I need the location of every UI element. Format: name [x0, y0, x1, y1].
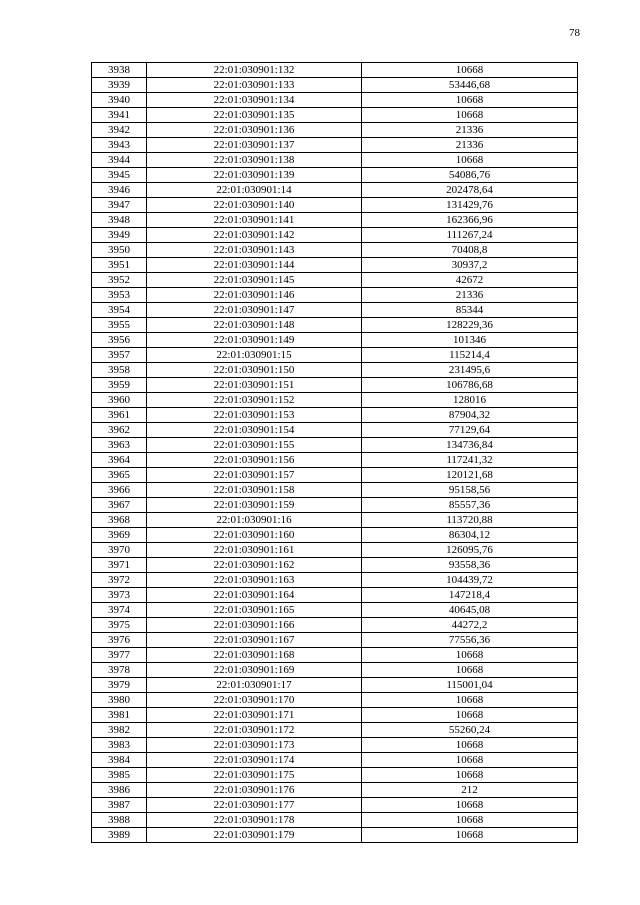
cadastral-number-cell: 22:01:030901:163 — [147, 573, 362, 588]
row-number-cell: 3970 — [92, 543, 147, 558]
row-number-cell: 3958 — [92, 363, 147, 378]
cadastral-number-cell: 22:01:030901:151 — [147, 378, 362, 393]
row-number-cell: 3949 — [92, 228, 147, 243]
value-cell: 131429,76 — [362, 198, 578, 213]
table-row — [92, 678, 578, 693]
cadastral-number-cell: 22:01:030901:147 — [147, 303, 362, 318]
cadastral-number-cell: 22:01:030901:153 — [147, 408, 362, 423]
row-number-cell: 3987 — [92, 798, 147, 813]
table-row — [92, 408, 578, 423]
cadastral-number-cell: 22:01:030901:160 — [147, 528, 362, 543]
table-row — [92, 318, 578, 333]
table-row — [92, 798, 578, 813]
row-number-cell: 3962 — [92, 423, 147, 438]
cadastral-number-cell: 22:01:030901:152 — [147, 393, 362, 408]
row-number-cell: 3956 — [92, 333, 147, 348]
value-cell: 40645,08 — [362, 603, 578, 618]
value-cell: 87904,32 — [362, 408, 578, 423]
row-number-cell: 3948 — [92, 213, 147, 228]
row-number-cell: 3985 — [92, 768, 147, 783]
table-row — [92, 63, 578, 78]
row-number-cell: 3976 — [92, 633, 147, 648]
value-cell: 44272,2 — [362, 618, 578, 633]
cadastral-number-cell: 22:01:030901:165 — [147, 603, 362, 618]
table-row — [92, 153, 578, 168]
cadastral-number-cell: 22:01:030901:15 — [147, 348, 362, 363]
row-number-cell: 3983 — [92, 738, 147, 753]
value-cell: 126095,76 — [362, 543, 578, 558]
value-cell: 10668 — [362, 63, 578, 78]
value-cell: 55260,24 — [362, 723, 578, 738]
cadastral-number-cell: 22:01:030901:168 — [147, 648, 362, 663]
table-row — [92, 498, 578, 513]
row-number-cell: 3981 — [92, 708, 147, 723]
cadastral-number-cell: 22:01:030901:177 — [147, 798, 362, 813]
cadastral-number-cell: 22:01:030901:148 — [147, 318, 362, 333]
table-row — [92, 558, 578, 573]
table-row — [92, 738, 578, 753]
value-cell: 106786,68 — [362, 378, 578, 393]
cadastral-number-cell: 22:01:030901:154 — [147, 423, 362, 438]
table-body — [92, 63, 578, 843]
value-cell: 42672 — [362, 273, 578, 288]
value-cell: 10668 — [362, 768, 578, 783]
value-cell: 93558,36 — [362, 558, 578, 573]
value-cell: 10668 — [362, 708, 578, 723]
page-number: 78 — [569, 27, 580, 39]
table-row — [92, 513, 578, 528]
table-row — [92, 423, 578, 438]
cadastral-number-cell: 22:01:030901:170 — [147, 693, 362, 708]
row-number-cell: 3978 — [92, 663, 147, 678]
cadastral-number-cell: 22:01:030901:150 — [147, 363, 362, 378]
table-row — [92, 78, 578, 93]
value-cell: 77556,36 — [362, 633, 578, 648]
cadastral-number-cell: 22:01:030901:156 — [147, 453, 362, 468]
cadastral-number-cell: 22:01:030901:172 — [147, 723, 362, 738]
table-row — [92, 108, 578, 123]
value-cell: 10668 — [362, 93, 578, 108]
row-number-cell: 3989 — [92, 828, 147, 843]
value-cell: 115001,04 — [362, 678, 578, 693]
cadastral-number-cell: 22:01:030901:157 — [147, 468, 362, 483]
row-number-cell: 3964 — [92, 453, 147, 468]
row-number-cell: 3965 — [92, 468, 147, 483]
value-cell: 10668 — [362, 693, 578, 708]
cadastral-number-cell: 22:01:030901:140 — [147, 198, 362, 213]
value-cell: 128016 — [362, 393, 578, 408]
row-number-cell: 3954 — [92, 303, 147, 318]
value-cell: 30937,2 — [362, 258, 578, 273]
value-cell: 101346 — [362, 333, 578, 348]
value-cell: 10668 — [362, 663, 578, 678]
table-row — [92, 693, 578, 708]
value-cell: 104439,72 — [362, 573, 578, 588]
table-row — [92, 438, 578, 453]
cadastral-number-cell: 22:01:030901:146 — [147, 288, 362, 303]
row-number-cell: 3942 — [92, 123, 147, 138]
cadastral-number-cell: 22:01:030901:134 — [147, 93, 362, 108]
value-cell: 85344 — [362, 303, 578, 318]
row-number-cell: 3947 — [92, 198, 147, 213]
value-cell: 21336 — [362, 123, 578, 138]
table-row — [92, 828, 578, 843]
table-row — [92, 243, 578, 258]
value-cell: 162366,96 — [362, 213, 578, 228]
table-row — [92, 93, 578, 108]
table-row — [92, 123, 578, 138]
table-row — [92, 453, 578, 468]
row-number-cell: 3940 — [92, 93, 147, 108]
value-cell: 53446,68 — [362, 78, 578, 93]
cadastral-number-cell: 22:01:030901:155 — [147, 438, 362, 453]
cadastral-number-cell: 22:01:030901:16 — [147, 513, 362, 528]
table-row — [92, 588, 578, 603]
cadastral-number-cell: 22:01:030901:144 — [147, 258, 362, 273]
row-number-cell: 3966 — [92, 483, 147, 498]
table-row — [92, 468, 578, 483]
value-cell: 212 — [362, 783, 578, 798]
value-cell: 21336 — [362, 288, 578, 303]
table-row — [92, 138, 578, 153]
row-number-cell: 3945 — [92, 168, 147, 183]
table-row — [92, 258, 578, 273]
table-row — [92, 753, 578, 768]
value-cell: 95158,56 — [362, 483, 578, 498]
table-row — [92, 618, 578, 633]
table-row — [92, 813, 578, 828]
table-row — [92, 528, 578, 543]
cadastral-number-cell: 22:01:030901:133 — [147, 78, 362, 93]
row-number-cell: 3938 — [92, 63, 147, 78]
cadastral-number-cell: 22:01:030901:164 — [147, 588, 362, 603]
table-row — [92, 273, 578, 288]
row-number-cell: 3986 — [92, 783, 147, 798]
cadastral-number-cell: 22:01:030901:179 — [147, 828, 362, 843]
value-cell: 134736,84 — [362, 438, 578, 453]
table-row — [92, 393, 578, 408]
table-row — [92, 198, 578, 213]
row-number-cell: 3974 — [92, 603, 147, 618]
cadastral-number-cell: 22:01:030901:145 — [147, 273, 362, 288]
cadastral-number-cell: 22:01:030901:142 — [147, 228, 362, 243]
cadastral-number-cell: 22:01:030901:166 — [147, 618, 362, 633]
value-cell: 202478,64 — [362, 183, 578, 198]
table-row — [92, 783, 578, 798]
value-cell: 21336 — [362, 138, 578, 153]
cadastral-number-cell: 22:01:030901:169 — [147, 663, 362, 678]
value-cell: 10668 — [362, 813, 578, 828]
row-number-cell: 3977 — [92, 648, 147, 663]
row-number-cell: 3946 — [92, 183, 147, 198]
row-number-cell: 3960 — [92, 393, 147, 408]
value-cell: 10668 — [362, 108, 578, 123]
table-row — [92, 228, 578, 243]
table-row — [92, 483, 578, 498]
cadastral-number-cell: 22:01:030901:132 — [147, 63, 362, 78]
value-cell: 113720,88 — [362, 513, 578, 528]
value-cell: 10668 — [362, 648, 578, 663]
row-number-cell: 3961 — [92, 408, 147, 423]
row-number-cell: 3968 — [92, 513, 147, 528]
row-number-cell: 3979 — [92, 678, 147, 693]
cadastral-number-cell: 22:01:030901:167 — [147, 633, 362, 648]
cadastral-number-cell: 22:01:030901:175 — [147, 768, 362, 783]
value-cell: 85557,36 — [362, 498, 578, 513]
value-cell: 70408,8 — [362, 243, 578, 258]
value-cell: 10668 — [362, 828, 578, 843]
value-cell: 10668 — [362, 753, 578, 768]
row-number-cell: 3984 — [92, 753, 147, 768]
cadastral-number-cell: 22:01:030901:138 — [147, 153, 362, 168]
table-row — [92, 288, 578, 303]
table-row — [92, 768, 578, 783]
cadastral-number-cell: 22:01:030901:136 — [147, 123, 362, 138]
table-row — [92, 303, 578, 318]
cadastral-number-cell: 22:01:030901:17 — [147, 678, 362, 693]
value-cell: 10668 — [362, 153, 578, 168]
value-cell: 111267,24 — [362, 228, 578, 243]
row-number-cell: 3941 — [92, 108, 147, 123]
row-number-cell: 3980 — [92, 693, 147, 708]
row-number-cell: 3967 — [92, 498, 147, 513]
cadastral-number-cell: 22:01:030901:173 — [147, 738, 362, 753]
cadastral-number-cell: 22:01:030901:137 — [147, 138, 362, 153]
value-cell: 128229,36 — [362, 318, 578, 333]
value-cell: 117241,32 — [362, 453, 578, 468]
cadastral-number-cell: 22:01:030901:141 — [147, 213, 362, 228]
table-row — [92, 378, 578, 393]
value-cell: 120121,68 — [362, 468, 578, 483]
table-row — [92, 573, 578, 588]
table-row — [92, 663, 578, 678]
cadastral-number-cell: 22:01:030901:149 — [147, 333, 362, 348]
value-cell: 77129,64 — [362, 423, 578, 438]
value-cell: 86304,12 — [362, 528, 578, 543]
cadastral-number-cell: 22:01:030901:139 — [147, 168, 362, 183]
cadastral-number-cell: 22:01:030901:171 — [147, 708, 362, 723]
row-number-cell: 3959 — [92, 378, 147, 393]
cadastral-number-cell: 22:01:030901:176 — [147, 783, 362, 798]
cadastral-number-cell: 22:01:030901:135 — [147, 108, 362, 123]
table-row — [92, 333, 578, 348]
value-cell: 10668 — [362, 798, 578, 813]
table-row — [92, 708, 578, 723]
cadastral-number-cell: 22:01:030901:159 — [147, 498, 362, 513]
cadastral-number-cell: 22:01:030901:14 — [147, 183, 362, 198]
row-number-cell: 3943 — [92, 138, 147, 153]
data-table — [91, 62, 578, 843]
table-row — [92, 603, 578, 618]
row-number-cell: 3950 — [92, 243, 147, 258]
value-cell: 147218,4 — [362, 588, 578, 603]
table-row — [92, 648, 578, 663]
table-row — [92, 723, 578, 738]
row-number-cell: 3969 — [92, 528, 147, 543]
row-number-cell: 3953 — [92, 288, 147, 303]
row-number-cell: 3939 — [92, 78, 147, 93]
table-row — [92, 543, 578, 558]
row-number-cell: 3982 — [92, 723, 147, 738]
cadastral-number-cell: 22:01:030901:158 — [147, 483, 362, 498]
cadastral-number-cell: 22:01:030901:178 — [147, 813, 362, 828]
table-row — [92, 213, 578, 228]
row-number-cell: 3951 — [92, 258, 147, 273]
row-number-cell: 3944 — [92, 153, 147, 168]
cadastral-number-cell: 22:01:030901:162 — [147, 558, 362, 573]
value-cell: 231495,6 — [362, 363, 578, 378]
row-number-cell: 3952 — [92, 273, 147, 288]
table-row — [92, 363, 578, 378]
table-row — [92, 168, 578, 183]
row-number-cell: 3975 — [92, 618, 147, 633]
cadastral-number-cell: 22:01:030901:161 — [147, 543, 362, 558]
cadastral-number-cell: 22:01:030901:143 — [147, 243, 362, 258]
row-number-cell: 3972 — [92, 573, 147, 588]
value-cell: 10668 — [362, 738, 578, 753]
row-number-cell: 3957 — [92, 348, 147, 363]
value-cell: 115214,4 — [362, 348, 578, 363]
table-row — [92, 183, 578, 198]
table-row — [92, 633, 578, 648]
cadastral-number-cell: 22:01:030901:174 — [147, 753, 362, 768]
row-number-cell: 3955 — [92, 318, 147, 333]
row-number-cell: 3971 — [92, 558, 147, 573]
row-number-cell: 3988 — [92, 813, 147, 828]
row-number-cell: 3973 — [92, 588, 147, 603]
value-cell: 54086,76 — [362, 168, 578, 183]
row-number-cell: 3963 — [92, 438, 147, 453]
table-row — [92, 348, 578, 363]
